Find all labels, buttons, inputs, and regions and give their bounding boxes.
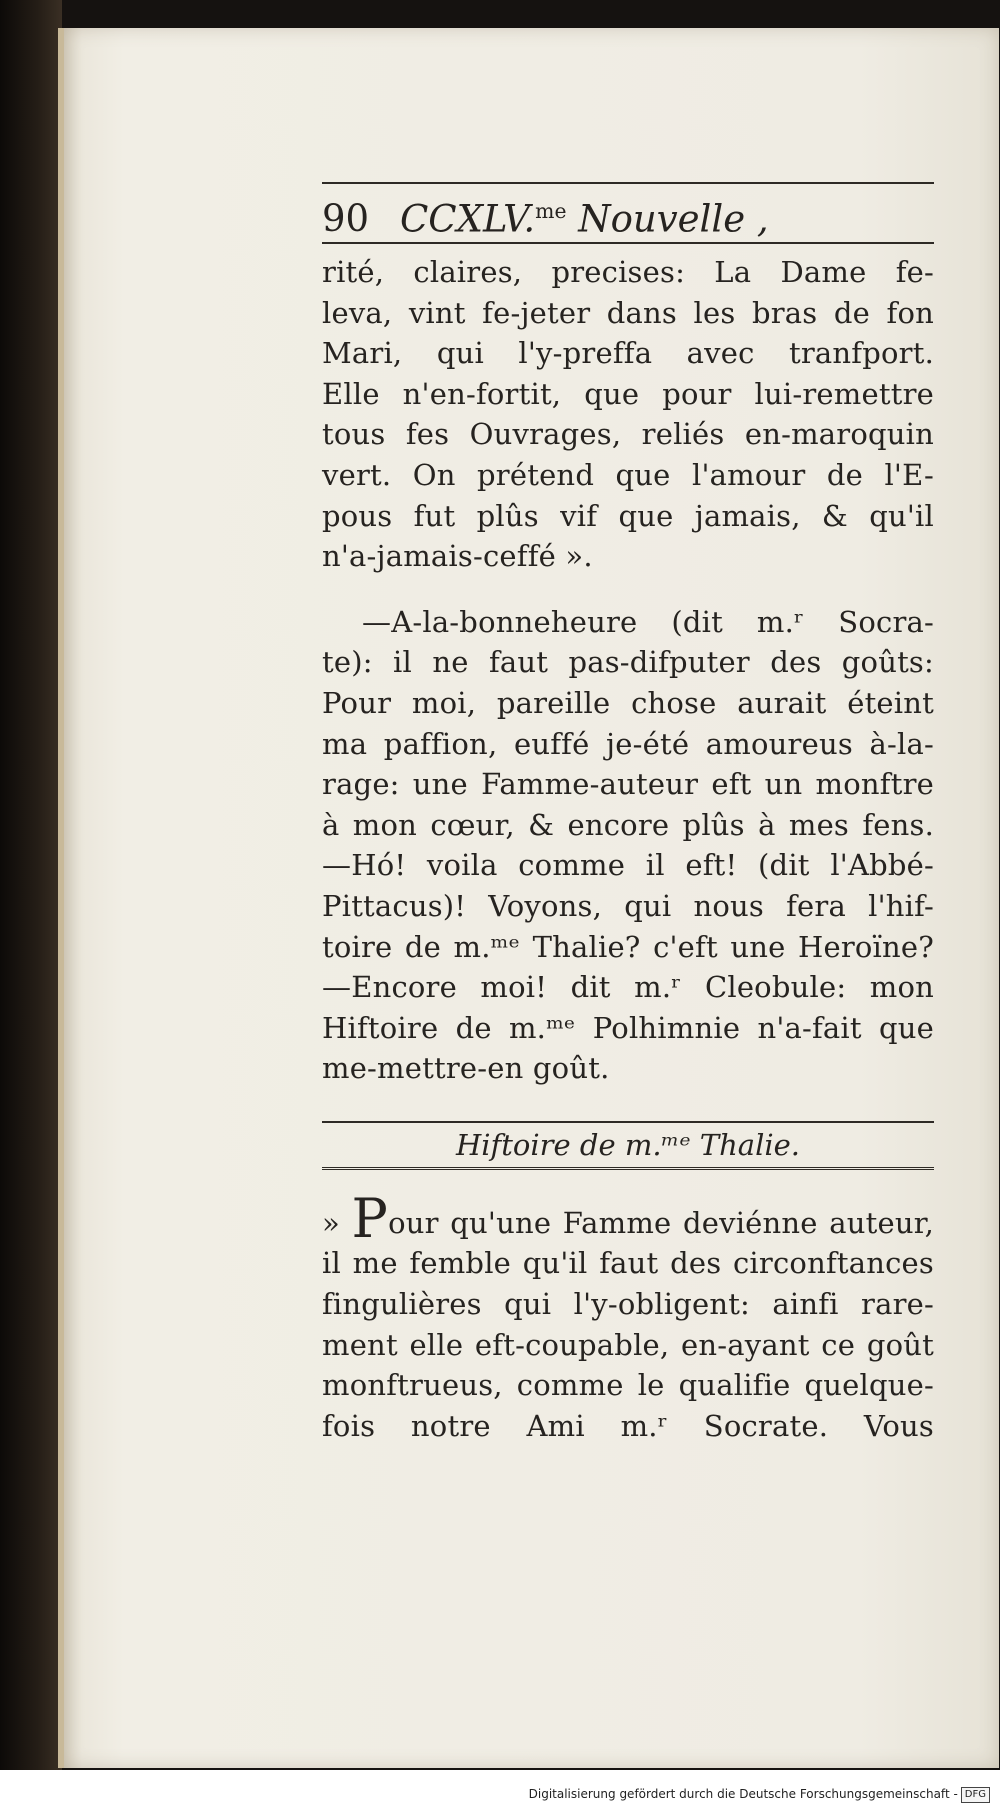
running-title: CCXLV.$^{me}$ Nouvelle , bbox=[400, 197, 769, 241]
running-header bbox=[322, 184, 934, 242]
text-line: vert. On prétend que l'amour de l'E- bbox=[322, 457, 934, 492]
text-line: à mon cœur, & encore plûs à mes fens. bbox=[322, 807, 934, 842]
paragraph-2 bbox=[322, 602, 934, 1089]
text-line: Elle n'en-fortit, que pour lui-remettre bbox=[322, 376, 934, 411]
drop-cap: P bbox=[351, 1186, 389, 1250]
text-line: —A-la-bonneheure (dit m.ʳ Socra- bbox=[362, 604, 934, 639]
quote-mark: » bbox=[322, 1205, 340, 1240]
text-line: toire de m.ᵐᵉ Thalie? c'eft une Heroïne? bbox=[322, 929, 934, 964]
text-line: fois notre Ami m.ʳ Socrate. Vous bbox=[322, 1408, 934, 1443]
first-line-text: our qu'une Famme deviénne auteur, bbox=[388, 1205, 934, 1240]
digitization-credit-bar bbox=[0, 1770, 1000, 1818]
story-paragraph bbox=[322, 1186, 934, 1447]
text-line: pous fut plûs vif que jamais, & qu'il bbox=[322, 498, 934, 533]
text-line: fingulières qui l'y-obligent: ainfi rare- bbox=[322, 1287, 934, 1322]
book-spine bbox=[0, 0, 62, 1818]
text-line: ment elle eft-coupable, en-ayant ce goût bbox=[322, 1327, 934, 1362]
text-line: Pour moi, pareille chose aurait éteint bbox=[322, 685, 934, 720]
text-line: tous fes Ouvrages, reliés en-maroquin bbox=[322, 417, 934, 452]
credit-text: Digitalisierung gefördert durch die Deutsche Forschungsgemeinschaft - bbox=[528, 1787, 958, 1801]
text-line bbox=[322, 1186, 934, 1250]
text-line: te): il ne faut pas-difputer des goûts: bbox=[322, 645, 934, 680]
text-line: rité, claires, precises: La Dame fe- bbox=[322, 255, 934, 289]
text-line: il me femble qu'il faut des circonftances bbox=[322, 1246, 934, 1281]
text-line: monftrueus, comme le qualifie quelque- bbox=[322, 1368, 934, 1403]
text-line: Pittacus)! Voyons, qui nous fera l'hif- bbox=[322, 888, 934, 923]
text-line: Mari, qui l'y-preffa avec tranfport. bbox=[322, 336, 934, 371]
text-line: —Encore moi! dit m.ʳ Cleobule: mon bbox=[322, 970, 934, 1005]
section-title: Hiftoire de m.ᵐᵉ Thalie. bbox=[455, 1127, 801, 1162]
page-text bbox=[322, 182, 934, 1446]
text-line: rage: une Famme-auteur eft un monftre bbox=[322, 767, 934, 802]
text-line: n'a-jamais-ceffé ». bbox=[322, 539, 593, 574]
text-line: ma paffion, euffé je-été amoureus à-la- bbox=[322, 726, 934, 761]
dfg-logo: DFG bbox=[961, 1787, 990, 1803]
text-line: —Hó! voila comme il eft! (dit l'Abbé- bbox=[322, 848, 934, 883]
paragraph-1 bbox=[322, 252, 934, 577]
text-line: Hiftoire de m.ᵐᵉ Polhimnie n'a-fait que bbox=[322, 1010, 934, 1045]
page-number: 90 bbox=[322, 197, 370, 241]
text-line: me-mettre-en goût. bbox=[322, 1051, 610, 1086]
text-line: leva, vint fe-jeter dans les bras de fon bbox=[322, 295, 934, 330]
